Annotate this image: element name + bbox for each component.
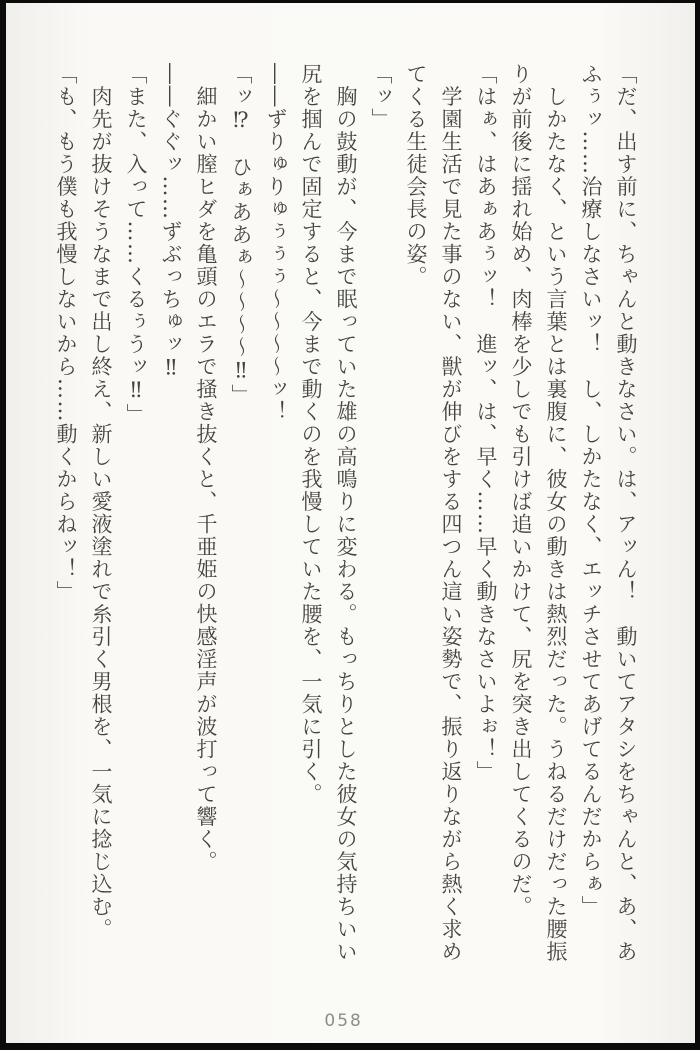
text-line: 「ッ⁉ ひぁああぁ〜〜〜〜‼」 [229, 63, 253, 407]
text-line: ふぅッ……治療しなさいッ！ し、しかたなく、エッチさせてあげてるんだからぁ」 [579, 63, 603, 918]
text-line: 「はぁ、はあぁあぅッ！ 進ッ、は、早く……早く動きなさいよぉ！」 [474, 63, 498, 783]
text-line: 細かい膣ヒダを亀頭のエラで掻き抜くと、千亜姫の快感淫声が波打って響く。 [194, 63, 218, 873]
text-line: 尻を掴んで固定すると、今まで動くのを我慢していた腰を、一気に引く。 [299, 63, 323, 806]
vertical-text-block [48, 63, 643, 998]
text-line: 学園生活で見た事のない、獣が伸びをする四つん這い姿勢で、振り返りながら熱く求め [439, 63, 463, 963]
text-line: 「また、入って……くるぅうッ‼」 [124, 63, 148, 426]
text-line: りが前後に揺れ始め、肉棒を少しでも引けば追いかけて、尻を突き出してくるのだ。 [509, 63, 533, 918]
page-number: 058 [324, 1011, 363, 1031]
text-line: 「も、もう僕も我慢しないから……動くからねッ！」 [54, 63, 78, 603]
text-line: ――ぐぐッ……ずぶっちゅッ‼ [159, 63, 183, 381]
text-line: 胸の鼓動が、今まで眠っていた雄の高鳴りに変わる。もっちりとした彼女の気持ちいい [334, 63, 358, 963]
text-line: 「ッ」 [369, 63, 393, 131]
text-line: 「だ、出す前に、ちゃんと動きなさい。は、アッん！ 動いてアタシをちゃんと、あ、あ [614, 63, 638, 963]
text-line: しかたなく、という言葉とは裏腹に、彼女の動きは熱烈だった。うねるだけだった腰振 [544, 63, 568, 963]
text-line: ――ずりゅりゅぅぅぅ〜〜〜〜ッ！ [264, 63, 288, 423]
text-line: 肉先が抜けそうなまで出し終え、新しい愛液塗れで糸引く男根を、一気に捻じ込む。 [89, 63, 113, 941]
text-line: てくる生徒会長の姿。 [404, 63, 428, 288]
